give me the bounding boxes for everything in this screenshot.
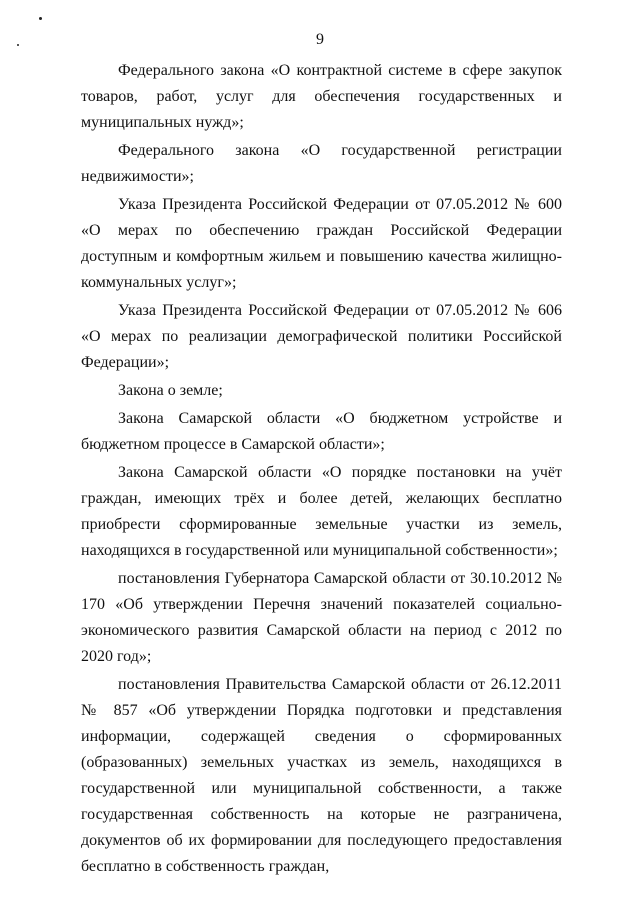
- paragraph: Закона о земле;: [118, 382, 223, 399]
- scan-mark: [39, 17, 42, 20]
- paragraph: Указа Президента Российской Федерации от 07.05.2012 № 606 «О мерах по реализации демографической политики Российской Федерации»;: [81, 302, 562, 371]
- document-body: [81, 58, 562, 882]
- paragraph: Федерального закона «О государственной регистрации недвижимости»;: [81, 142, 562, 185]
- page-number: 9: [316, 31, 324, 48]
- paragraph: Указа Президента Российской Федерации от 07.05.2012 № 600 «О мерах по обеспечению граждан Российской Федерации доступным и комфортным жильем и повышению качества жилищно-коммунальных услуг»;: [81, 196, 562, 291]
- paragraph: Федерального закона «О контрактной системе в сфере закупок товаров, работ, услуг для обеспечения государственных и муниципальных нужд»;: [81, 62, 562, 131]
- paragraph: постановления Правительства Самарской области от 26.12.2011 № 857 «Об утверждении Порядка подготовки и представления информации, содержащей сведения о сформированных (образованных) земельных участках из земель, находящихся в государственной или муниципальной собственности, а также государственная собственность на которые не разграничена, документов об их формировании для последующего предоставления бесплатно в собственность граждан,: [81, 676, 562, 875]
- paragraph: Закона Самарской области «О бюджетном устройстве и бюджетном процессе в Самарской области»;: [81, 410, 562, 453]
- paragraph: Закона Самарской области «О порядке постановки на учёт граждан, имеющих трёх и более детей, желающих бесплатно приобрести сформированные земельные участки из земель, находящихся в государственной или муниципальной собственности»;: [81, 464, 562, 559]
- paragraph: постановления Губернатора Самарской области от 30.10.2012 № 170 «Об утверждении Перечня значений показателей социально-экономического развития Самарской области на период с 2012 по 2020 год»;: [81, 570, 562, 665]
